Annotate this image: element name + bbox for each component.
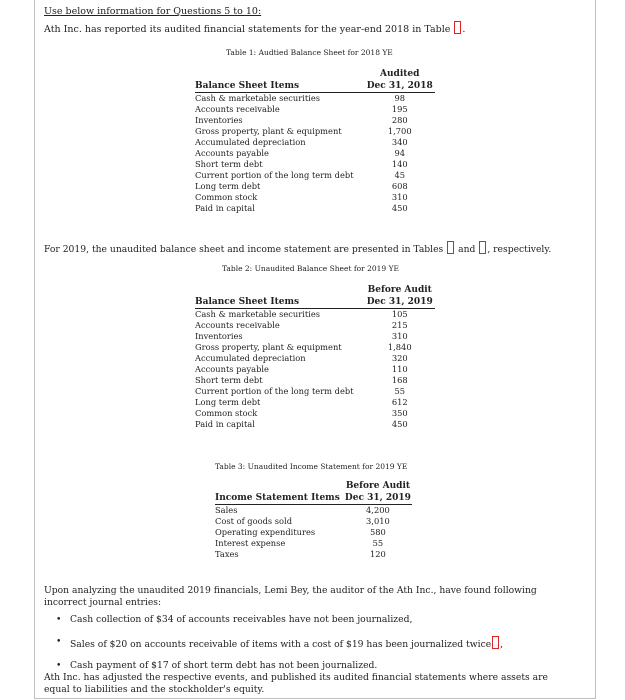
row-item-label: Long term debt	[195, 397, 261, 407]
table-2-value-header-line1: Before Audit	[367, 285, 432, 295]
table-row	[195, 137, 435, 148]
intro-paragraph: Ath Inc. has reported its audited financial statements for the year-end 2018 in Table .	[44, 21, 465, 35]
row-value: 320	[391, 353, 408, 363]
row-value: 55	[394, 386, 406, 396]
table-2-value-header-line2: Dec 31, 2019	[364, 297, 435, 309]
audit-findings-intro: Upon analyzing the unaudited 2019 financials, Lemi Bey, the auditor of the Ath Inc., have found following incorrect journal entries:	[44, 585, 537, 608]
row-value: 450	[391, 419, 408, 429]
row-item-label: Gross property, plant & equipment	[195, 126, 342, 136]
row-value: 310	[391, 331, 408, 341]
row-item-label: Accounts receivable	[195, 320, 280, 330]
row-value: 450	[391, 203, 408, 213]
row-value: 45	[394, 170, 406, 180]
row-value: 1,700	[387, 126, 412, 136]
table-3-item-header: Income Statement Items	[215, 493, 344, 505]
table-row	[195, 353, 435, 364]
row-value: 580	[370, 527, 386, 537]
row-value: 55	[372, 538, 384, 548]
table-row	[195, 342, 435, 353]
audit-finding-3: • Cash payment of $17 of short term debt has not been journalized.	[56, 660, 503, 672]
table-row	[195, 115, 435, 126]
table-row	[195, 181, 435, 192]
row-item-label: Paid in capital	[195, 419, 255, 429]
table-3-unaudited-income-statement	[215, 481, 412, 560]
row-value: 280	[391, 115, 408, 125]
table-row	[215, 527, 412, 538]
row-item-label: Cash & marketable securities	[195, 309, 321, 319]
row-item-label: Accounts payable	[195, 364, 269, 374]
table-3-caption: Table 3: Unaudited Income Statement for 2019 YE	[215, 462, 408, 471]
table-1-item-header: Balance Sheet Items	[195, 81, 364, 93]
table-row	[215, 538, 412, 549]
row-value: 310	[391, 192, 408, 202]
row-value: 94	[394, 148, 406, 158]
finding-2-marker[interactable]	[492, 636, 499, 649]
table-1-value-header-line1: Audited	[380, 69, 420, 79]
questions-heading: Use below information for Questions 5 to 10:	[44, 6, 262, 17]
table-row	[195, 104, 435, 115]
row-value: 215	[391, 320, 408, 330]
row-value: 1,840	[387, 342, 412, 352]
audit-conclusion: Ath Inc. has adjusted the respective events, and published its audited financial statements where assets are equal to liabilities and the stockholder's equity.	[44, 672, 548, 695]
row-item-label: Accounts receivable	[195, 104, 280, 114]
row-item-label: Interest expense	[215, 538, 286, 548]
table-3-reference-marker[interactable]	[479, 241, 486, 254]
table-3-value-header-line1: Before Audit	[345, 481, 411, 491]
table-row	[215, 549, 412, 560]
table-row	[195, 419, 435, 430]
table-2-reference-marker[interactable]	[447, 241, 454, 254]
row-item-label: Sales	[215, 505, 238, 515]
row-item-label: Inventories	[195, 331, 243, 341]
row-item-label: Accounts payable	[195, 148, 269, 158]
tables-2-3-intro: For 2019, the unaudited balance sheet and income statement are presented in Tables and , respectively.	[44, 241, 574, 256]
table-row	[195, 170, 435, 181]
row-item-label: Inventories	[195, 115, 243, 125]
row-item-label: Accumulated depreciation	[195, 137, 306, 147]
row-item-label: Taxes	[215, 549, 239, 559]
table-row	[195, 126, 435, 137]
table-1-caption: Table 1: Audtied Balance Sheet for 2018 YE	[226, 48, 393, 57]
row-value: 98	[394, 93, 406, 103]
table-row	[195, 397, 435, 408]
row-value: 110	[391, 364, 408, 374]
row-item-label: Short term debt	[195, 159, 263, 169]
table-row	[195, 309, 435, 321]
row-item-label: Current portion of the long term debt	[195, 170, 354, 180]
row-value: 120	[370, 549, 386, 559]
row-value: 4,200	[366, 505, 390, 515]
table-row	[195, 320, 435, 331]
table-2-caption: Table 2: Unaudited Balance Sheet for 2019 YE	[222, 264, 399, 273]
table-2-item-header: Balance Sheet Items	[195, 297, 364, 309]
table-row	[195, 93, 435, 105]
row-item-label: Cash & marketable securities	[195, 93, 321, 103]
row-item-label: Operating expenditures	[215, 527, 316, 537]
row-value: 608	[391, 181, 408, 191]
row-value: 168	[391, 375, 408, 385]
row-value: 3,010	[366, 516, 390, 526]
table-row	[195, 203, 435, 214]
row-item-label: Gross property, plant & equipment	[195, 342, 342, 352]
audit-finding-1: • Cash collection of $34 of accounts receivables have not been journalized,	[56, 614, 503, 626]
row-item-label: Current portion of the long term debt	[195, 386, 354, 396]
row-item-label: Accumulated depreciation	[195, 353, 306, 363]
table-row	[195, 364, 435, 375]
row-value: 140	[391, 159, 408, 169]
row-item-label: Long term debt	[195, 181, 261, 191]
table-1-value-header-line2: Dec 31, 2018	[364, 81, 435, 93]
row-item-label: Common stock	[195, 192, 258, 202]
table-2-unaudited-balance-sheet	[195, 285, 435, 430]
table-row	[195, 159, 435, 170]
table-1-reference-marker[interactable]	[454, 21, 461, 34]
row-value: 340	[391, 137, 408, 147]
table-row	[195, 408, 435, 419]
table-row	[195, 331, 435, 342]
table-row	[215, 516, 412, 527]
table-row	[195, 386, 435, 397]
table-row	[195, 148, 435, 159]
table-row	[215, 505, 412, 517]
row-value: 105	[391, 309, 408, 319]
row-item-label: Cost of goods sold	[215, 516, 293, 526]
table-row	[195, 192, 435, 203]
audit-finding-2: • Sales of $20 on accounts receivable of items with a cost of $19 has been journalized twice ,	[56, 636, 503, 651]
row-item-label: Paid in capital	[195, 203, 255, 213]
table-row	[195, 375, 435, 386]
table-3-value-header-line2: Dec 31, 2019	[344, 492, 411, 503]
table-1-audited-balance-sheet	[195, 69, 435, 214]
row-item-label: Common stock	[195, 408, 258, 418]
row-value: 195	[391, 104, 408, 114]
row-value: 350	[391, 408, 408, 418]
row-item-label: Short term debt	[195, 375, 263, 385]
row-value: 612	[391, 397, 408, 407]
